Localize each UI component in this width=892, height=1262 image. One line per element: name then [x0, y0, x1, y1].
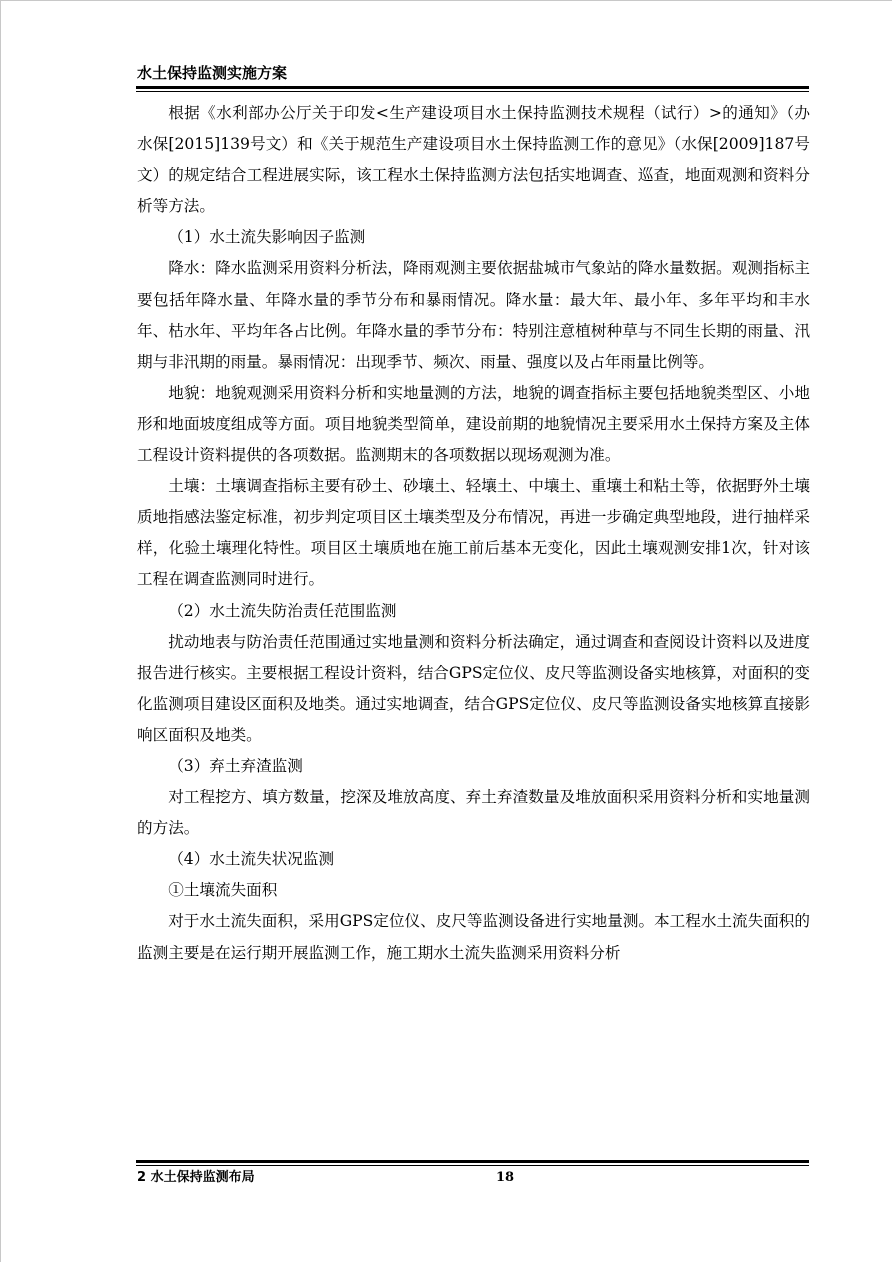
paragraph-precipitation: 降水：降水监测采用资料分析法，降雨观测主要依据盐城市气象站的降水量数据。观测指标主要包括年降水量、年降水量的季节分布和暴雨情况。降水量：最大年、最小年、多年平均和丰水年、枯水年、平均年各占比例。年降水量的季节分布：特别注意植树种草与不同生长期的雨量、汛期与非汛期的雨量。暴雨情况：出现季节、频次、雨量、强度以及占年雨量比例等。	[137, 259, 810, 371]
paragraph-spoil: 对工程挖方、填方数量，挖深及堆放高度、弃土弃渣数量及堆放面积采用资料分析和实地量测的方法。	[137, 788, 810, 838]
page-number: 18	[496, 1170, 515, 1185]
header-rule-thick	[136, 86, 809, 89]
heading-impact-factor-monitoring: （1）水土流失影响因子监测	[168, 228, 366, 247]
paragraph-soil: 土壤：土壤调查指标主要有砂土、砂壤土、轻壤土、中壤土、重壤土和粘土等，依据野外土壤质地指感法鉴定标准，初步判定项目区土壤类型及分布情况，再进一步确定典型地段，进行抽样采样，化验土壤理化特性。项目区土壤质地在施工前后基本无变化，因此土壤观测安排1次，针对该工程在调查监测同时进行。	[137, 477, 810, 589]
paragraph-landform: 地貌：地貌观测采用资料分析和实地量测的方法，地貌的调查指标主要包括地貌类型区、小地形和地面坡度组成等方面。项目地貌类型简单，建设前期的地貌情况主要采用水土保持方案及主体工程设计资料提供的各项数据。监测期末的各项数据以现场观测为准。	[137, 383, 810, 465]
subheading-soil-loss-area: ①土壤流失面积	[168, 881, 278, 900]
paragraph-intro: 根据《水利部办公厅关于印发<生产建设项目水土保持监测技术规程（试行）>的通知》（办水保[2015]139号文）和《关于规范生产建设项目水土保持监测工作的意见》（水保[2009]187号文）的规定结合工程进展实际，该工程水土保持监测方法包括实地调查、巡查，地面观测和资料分析等方法。	[137, 104, 810, 216]
heading-soil-loss-status-monitoring: （4）水土流失状况监测	[168, 850, 335, 869]
page-header-title: 水土保持监测实施方案	[137, 64, 288, 82]
footer-rule-thin	[136, 1165, 809, 1166]
document-body	[137, 98, 810, 969]
heading-responsibility-scope-monitoring: （2）水土流失防治责任范围监测	[168, 601, 397, 620]
heading-spoil-monitoring: （3）弃土弃渣监测	[168, 756, 303, 775]
footer-rule-thick	[136, 1160, 809, 1163]
footer-section-title: 2 水土保持监测布局	[137, 1170, 255, 1185]
paragraph-disturbed-surface: 扰动地表与防治责任范围通过实地量测和资料分析法确定，通过调查和查阅设计资料以及进度报告进行核实。主要根据工程设计资料，结合GPS定位仪、皮尺等监测设备实地核算，对面积的变化监测项目建设区面积及地类。通过实地调查，结合GPS定位仪、皮尺等监测设备实地核算直接影响区面积及地类。	[137, 632, 810, 744]
paragraph-soil-loss-area: 对于水土流失面积，采用GPS定位仪、皮尺等监测设备进行实地量测。本工程水土流失面积的监测主要是在运行期开展监测工作，施工期水土流失监测采用资料分析	[137, 912, 810, 962]
header-rule-thin	[136, 91, 809, 92]
